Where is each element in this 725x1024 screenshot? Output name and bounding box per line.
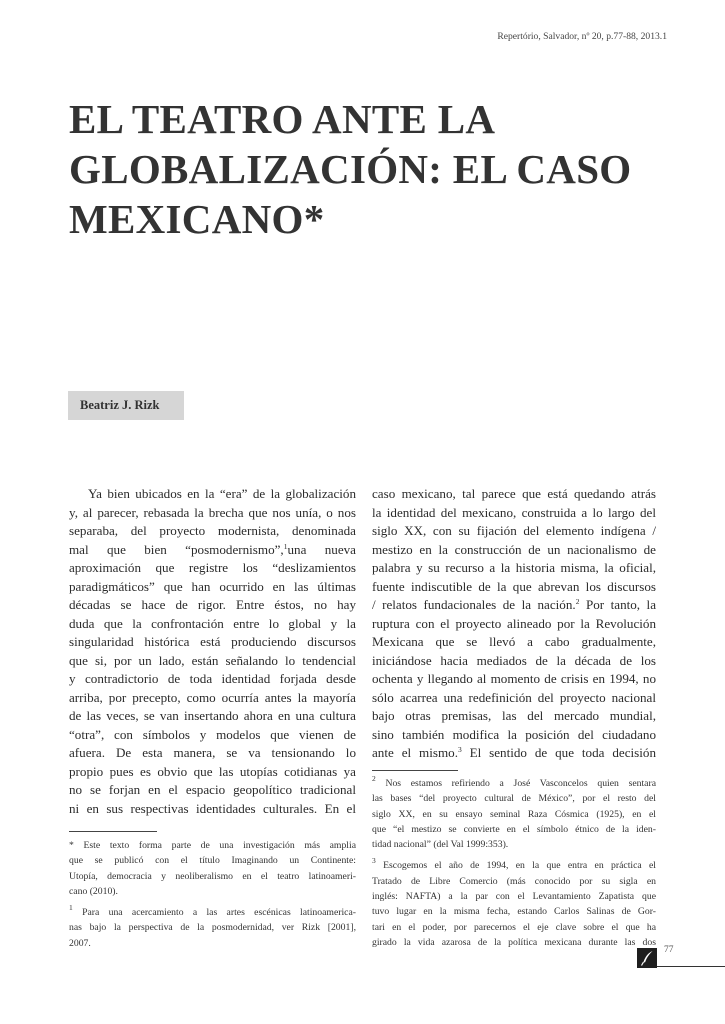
footnote-text: Nos estamos refiriendo a José Vasconcelos quien sentara xyxy=(385,778,657,789)
text-line: no se forjan en el espacio geopolítico tradicional xyxy=(69,782,356,797)
body-column-left xyxy=(69,485,356,818)
article-title xyxy=(69,94,669,244)
text-line: que si, por un lado, están señalando lo tendencial xyxy=(69,652,356,668)
footnote-ref: 3 xyxy=(457,745,462,754)
text-line: Mexicana que se llevó a cabo gradualmente, xyxy=(372,634,656,649)
text-line: ni en sus respectivas identidades culturales. En el xyxy=(69,800,356,816)
journal-reference: Repertório, Salvador, nº 20, p.77-88, 2013.1 xyxy=(497,31,667,42)
title-line: EL TEATRO ANTE LA xyxy=(69,96,496,142)
footnotes-left xyxy=(69,838,356,951)
footnote-ref: 2 xyxy=(575,597,580,606)
text-line: fuente indiscutible de la que abrevan los discursos xyxy=(372,578,656,594)
footnote-line: las bases “del proyecto cultural de México”, por el resto del xyxy=(372,793,656,805)
text-line: mestizo en la construcción de un nacionalismo de xyxy=(372,541,656,557)
text-line: ruptura con el proyecto alineado por la Revolución xyxy=(372,615,656,631)
text-line: aproximación que registre los “deslizamientos xyxy=(69,560,356,575)
footnote-line: tari en el poder, por parecernos el eje clave sobre el que ha xyxy=(372,921,656,933)
text-line: sólo acarrea una redefinición del proyecto nacional xyxy=(372,689,656,705)
text-line: arriba, por precepto, como ocurría antes la mayoría xyxy=(69,689,356,705)
text-line xyxy=(372,744,656,763)
footnote-ref: 1 xyxy=(283,541,288,551)
footnote-line: girado la vida azarosa de la política mexicana durante las dos xyxy=(372,936,656,948)
footnote-line: que “el mestizo se convierte en el símbolo étnico de la iden- xyxy=(372,823,656,835)
text-line: iniciándose hacia mediados de la década de los xyxy=(372,652,656,668)
text-line: Ya bien ubicados en la “era” de la globalización xyxy=(88,486,356,501)
footnote-line: siglo XX, en su ensayo seminal Raza Cósmica (1925), en el xyxy=(372,808,656,820)
feather-pen-icon xyxy=(637,948,657,968)
text-line: y, al parecer, rebasada la brecha que nos unía, o nos xyxy=(69,504,356,520)
text-line xyxy=(69,541,356,560)
text-line: paradigmáticos” que han ocurrido en las últimas xyxy=(69,578,356,594)
text-line xyxy=(372,596,656,615)
text-line: y contradictorio de toda identidad forjada desde xyxy=(69,671,356,686)
text-line: afuera. De esta manera, se va tensionando lo xyxy=(69,745,356,760)
page-number: 77 xyxy=(664,945,674,955)
footnote-line: nas bajo la perspectiva de la posmodernidad, ver Rizk [2001], xyxy=(69,922,356,934)
text-line: siglo XX, con su fijación del elemento indígena / xyxy=(372,523,656,538)
text-line: sino también modifica la posición del ciudadano xyxy=(372,726,656,742)
footnote-text: Escogemos el año de 1994, en la que entra en práctica el xyxy=(383,860,656,872)
text-segment: una nueva xyxy=(287,541,356,557)
footnote-line: tuvo lugar en la misma fecha, estando Carlos Salinas de Gor- xyxy=(372,906,656,918)
text-line: la identidad del mexicano, construida a lo largo del xyxy=(372,504,656,520)
footnote-line xyxy=(69,905,356,920)
text-segment: Por tanto, la xyxy=(585,597,657,612)
footnote-line xyxy=(372,858,656,873)
text-line: bajo otras premisas, las del mercado mundial, xyxy=(372,708,656,723)
text-line: duda que la confrontación entre lo global y la xyxy=(69,615,356,631)
footnote-mark: 2 xyxy=(372,774,376,783)
footnote-line: * Este texto forma parte de una investigación más amplia xyxy=(69,840,356,851)
footnotes-right xyxy=(372,776,656,950)
footnote-divider xyxy=(372,770,458,771)
text-line: singularidad histórica está produciendo discursos xyxy=(69,634,356,649)
text-line: caso mexicano, tal parece que está quedando atrás xyxy=(372,486,656,501)
title-line: MEXICANO* xyxy=(69,196,325,242)
footnote-line: cano (2010). xyxy=(69,885,118,897)
footnote-line xyxy=(372,776,656,791)
text-line: de las veces, se van insertando ahora en una cultura xyxy=(69,708,356,723)
footnote-line: Tratado de Libre Comercio (más conocido por su sigla en xyxy=(372,875,656,887)
text-line: ochenta y llegando al momento de crisis en 1994, no xyxy=(372,671,656,686)
text-segment: mal que bien “posmodernismo”, xyxy=(69,541,284,557)
text-line: “otra”, con símbolos y modelos que vienen de xyxy=(69,726,356,742)
footnote-text: Para una acercamiento a las artes escénicas latinoamerica- xyxy=(82,907,356,919)
text-line: propio pues es obvio que las utopías cotidianas ya xyxy=(69,763,356,779)
author-name: Beatriz J. Rizk xyxy=(68,391,184,420)
text-segment: / relatos fundacionales de la nación. xyxy=(372,597,576,612)
footnote-line: 2007. xyxy=(69,937,91,949)
footnote-line: Utopía, democracia y neoliberalismo en el teatro latinoameri- xyxy=(69,870,356,882)
text-segment: El sentido de que toda decisión xyxy=(469,745,656,760)
text-line: décadas se hace de rigor. Entre éstos, no hay xyxy=(69,597,356,612)
footnote-line: que se publicó con el título Imaginando un Continente: xyxy=(69,855,356,867)
footnote-mark: 3 xyxy=(372,856,376,866)
footnote-mark: 1 xyxy=(69,903,73,913)
footnote-line: inglés: NAFTA) a la par con el Levantamiento Zapatista que xyxy=(372,891,656,903)
body-column-right xyxy=(372,485,656,763)
title-line: GLOBALIZACIÓN: EL CASO xyxy=(69,146,632,192)
footnote-divider xyxy=(69,831,157,832)
text-segment: ante el mismo. xyxy=(372,745,458,760)
text-line: separaba, del proyecto modernista, denominada xyxy=(69,523,356,538)
page-number-rule xyxy=(657,966,725,967)
text-line: palabra y su recurso a la historia misma, la oficial, xyxy=(372,560,656,575)
footnote-line: tidad nacional” (del Val 1999:353). xyxy=(372,839,509,851)
